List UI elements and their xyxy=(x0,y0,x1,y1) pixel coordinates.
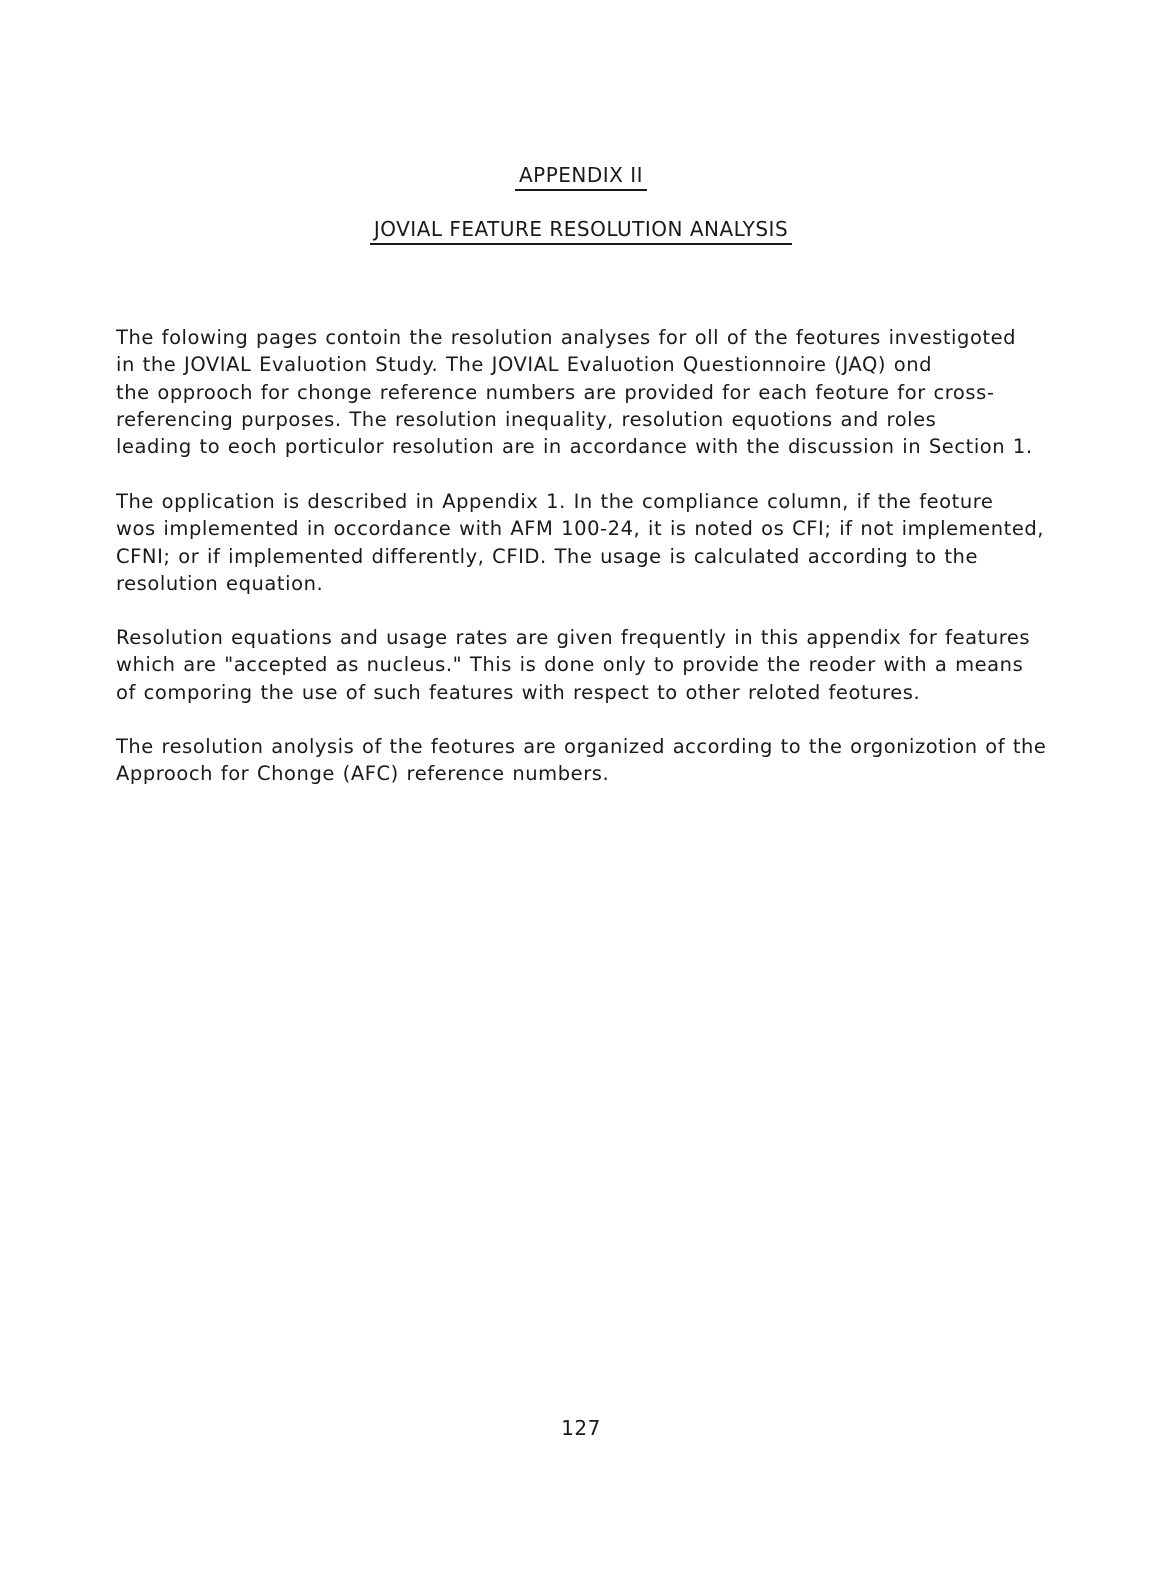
paragraph-intro xyxy=(116,324,1046,460)
appendix-heading-text: APPENDIX II xyxy=(515,163,647,191)
paragraph-line: Resolution equations and usage rates are given frequently in this appendix for features xyxy=(116,626,1031,649)
paragraph-application xyxy=(116,488,1046,597)
paragraph-line: resolution equation. xyxy=(116,571,324,595)
section-title xyxy=(0,217,1162,245)
section-title-text: JOVIAL FEATURE RESOLUTION ANALYSIS xyxy=(370,217,792,245)
paragraph-line: wos implemented in occordance with AFM 100-24, it is noted os CFI; if not implemented, xyxy=(116,517,1045,541)
paragraph-line: in the JOVIAL Evaluotion Study. The JOVIAL Evaluotion Questionnoire (JAQ) ond xyxy=(116,353,933,377)
paragraph-line: The opplication is described in Appendix 1. In the compliance column, if the feoture xyxy=(116,490,994,513)
paragraph-line: The resolution anolysis of the feotures are organized according to the orgonizotion of the xyxy=(116,735,1047,758)
paragraph-line: leading to eoch porticulor resolution are in accordance with the discussion in Section 1. xyxy=(116,435,1033,459)
paragraph-line: which are "accepted as nucleus." This is done only to provide the reoder with a means xyxy=(116,653,1024,677)
paragraph-organization xyxy=(116,733,1046,788)
paragraph-resolution-equations xyxy=(116,624,1046,706)
page-number: 127 xyxy=(561,1416,601,1440)
paragraph-line: Approoch for Chonge (AFC) reference numbers. xyxy=(116,762,610,786)
paragraph-line: The folowing pages contoin the resolution analyses for oll of the feotures investigoted xyxy=(116,326,1017,349)
appendix-heading xyxy=(0,163,1162,191)
paragraph-line: referencing purposes. The resolution inequality, resolution equotions and roles xyxy=(116,407,937,431)
paragraph-line: of comporing the use of such features with respect to other reloted feotures. xyxy=(116,680,921,704)
paragraph-line: CFNI; or if implemented differently, CFID. The usage is calculated according to the xyxy=(116,544,978,568)
paragraph-line: the opprooch for chonge reference numbers are provided for each feoture for cross- xyxy=(116,380,995,404)
